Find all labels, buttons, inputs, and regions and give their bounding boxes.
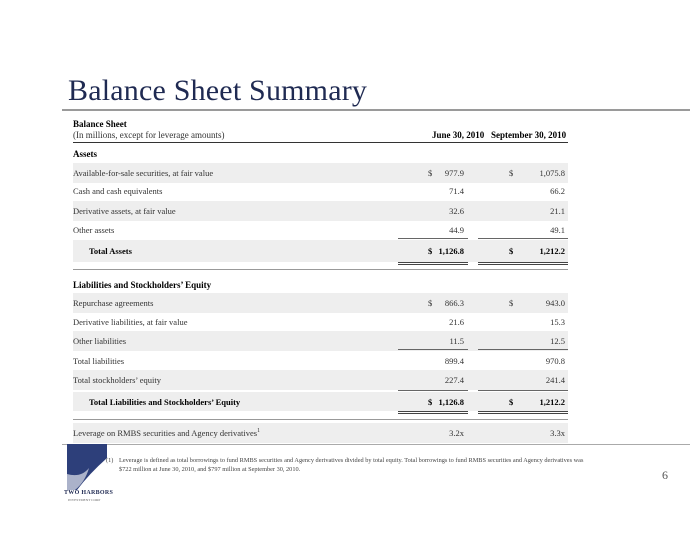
currency-symbol: $ xyxy=(428,397,433,407)
logo-name: TWO HARBORS xyxy=(64,490,114,496)
table-row xyxy=(73,163,568,183)
total-row xyxy=(73,392,568,411)
value-june: 3.2x xyxy=(449,428,464,438)
table-row xyxy=(73,220,568,240)
value-september: 21.1 xyxy=(550,206,565,216)
total-double-underline xyxy=(478,262,568,265)
total-double-underline xyxy=(398,411,468,414)
row-label: Available-for-sale securities, at fair value xyxy=(73,168,214,178)
footnote-ref: 1 xyxy=(257,428,261,435)
value-june: 227.4 xyxy=(444,375,464,385)
logo-subtitle: INVESTMENT CORP xyxy=(68,498,101,502)
table-row xyxy=(73,181,568,201)
total-row xyxy=(73,240,568,262)
section-liabilities: Liabilities and Stockholders’ Equity xyxy=(73,280,212,290)
row-label: Total liabilities xyxy=(73,356,125,366)
row-label: Other assets xyxy=(73,225,115,235)
currency-symbol: $ xyxy=(509,298,514,308)
section-assets: Assets xyxy=(73,149,97,159)
value-june: 44.9 xyxy=(449,225,464,235)
total-double-underline xyxy=(398,262,468,265)
row-label: Total Assets xyxy=(89,246,132,256)
value-september: 12.5 xyxy=(550,336,565,346)
leverage-row xyxy=(73,423,568,443)
row-label: Cash and cash equivalents xyxy=(73,186,163,196)
table-title: Balance Sheet xyxy=(73,119,127,129)
row-label: Derivative assets, at fair value xyxy=(73,206,176,216)
subtotal-underline xyxy=(478,349,568,350)
table-row xyxy=(73,370,568,390)
row-label xyxy=(73,428,260,438)
row-label: Total Liabilities and Stockholders’ Equity xyxy=(89,397,241,407)
currency-symbol: $ xyxy=(509,397,514,407)
currency-symbol: $ xyxy=(428,246,433,256)
table-header-left xyxy=(73,119,224,141)
row-label: Derivative liabilities, at fair value xyxy=(73,317,188,327)
value-september: 15.3 xyxy=(550,317,565,327)
table-row xyxy=(73,201,568,221)
table-row xyxy=(73,351,568,371)
value-june: 977.9 xyxy=(444,168,464,178)
value-september: 1,212.2 xyxy=(539,397,565,407)
value-september: 943.0 xyxy=(545,298,565,308)
subtotal-underline xyxy=(478,238,568,239)
value-september: 241.4 xyxy=(545,375,565,385)
value-june: 32.6 xyxy=(449,206,464,216)
section-divider xyxy=(73,269,568,270)
title-divider xyxy=(62,109,690,111)
value-june: 11.5 xyxy=(449,336,464,346)
currency-symbol: $ xyxy=(509,168,514,178)
value-june: 21.6 xyxy=(449,317,464,327)
footnote xyxy=(106,456,589,474)
value-june: 1,126.8 xyxy=(438,246,464,256)
footnote-number: (1) xyxy=(106,457,114,464)
subtotal-underline xyxy=(478,390,568,391)
value-june: 71.4 xyxy=(449,186,464,196)
row-label: Other liabilities xyxy=(73,336,127,346)
leverage-label: Leverage on RMBS securities and Agency derivatives xyxy=(73,428,258,438)
table-row xyxy=(73,312,568,332)
section-divider xyxy=(73,419,568,420)
total-double-underline xyxy=(478,411,568,414)
value-june: 866.3 xyxy=(444,298,464,308)
page-number: 6 xyxy=(662,468,668,482)
footnote-text: Leverage is defined as total borrowings to fund RMBS securities and Agency derivatives divided by total equity. Total borrowings to fund RMBS securities and Agency derivatives was $722 million at June 30, 2010, and $797 million at September 30, 2010. xyxy=(119,457,584,473)
subtotal-underline xyxy=(398,349,468,350)
value-september: 1,075.8 xyxy=(539,168,565,178)
currency-symbol: $ xyxy=(428,168,433,178)
table-row xyxy=(73,331,568,351)
currency-symbol: $ xyxy=(509,246,514,256)
value-september: 1,212.2 xyxy=(539,246,565,256)
units-note: (In millions, except for leverage amounts) xyxy=(73,130,225,140)
value-june: 899.4 xyxy=(444,356,464,366)
table-row xyxy=(73,293,568,313)
value-june: 1,126.8 xyxy=(438,397,464,407)
row-label: Repurchase agreements xyxy=(73,298,154,308)
value-september: 3.3x xyxy=(550,428,565,438)
column-header-june: June 30, 2010 xyxy=(432,130,485,140)
value-september: 66.2 xyxy=(550,186,565,196)
subtotal-underline xyxy=(398,238,468,239)
value-september: 970.8 xyxy=(545,356,565,366)
value-september: 49.1 xyxy=(550,225,565,235)
footer-divider xyxy=(62,444,690,445)
header-divider xyxy=(73,142,568,143)
subtotal-underline xyxy=(398,390,468,391)
column-header-september: September 30, 2010 xyxy=(491,130,567,140)
row-label: Total stockholders’ equity xyxy=(73,375,162,385)
currency-symbol: $ xyxy=(428,298,433,308)
page-title: Balance Sheet Summary xyxy=(68,74,368,107)
